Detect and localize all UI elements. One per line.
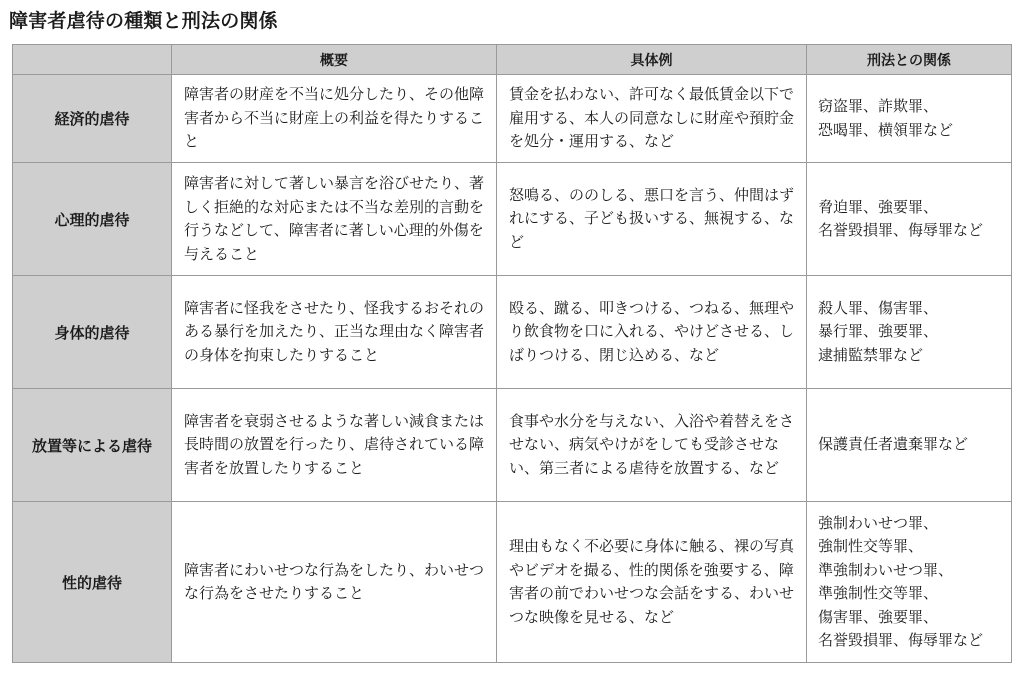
overview-cell: 障害者にわいせつな行為をしたり、わいせつな行為をさせたりすること	[172, 502, 497, 663]
abuse-table	[12, 44, 1012, 663]
law-line: 準強制性交等罪、	[818, 584, 939, 602]
row-type-physical: 身体的虐待	[13, 276, 172, 389]
header-row	[13, 45, 1012, 75]
page-title: 障害者虐待の種類と刑法の関係	[9, 10, 278, 32]
examples-cell: 理由もなく不必要に身体に触る、裸の写真やビデオを撮る、性的関係を強要する、障害者の前でわいせつな会話をする、わいせつな映像を見せる、など	[497, 502, 807, 663]
overview-cell: 障害者の財産を不当に処分したり、その他障害者から不当に財産上の利益を得たりすること	[172, 75, 497, 163]
examples-cell: 殴る、蹴る、叩きつける、つねる、無理やり飲食物を口に入れる、やけどさせる、しばりつける、閉じ込める、など	[497, 276, 807, 389]
law-line: 恐喝罪、横領罪など	[818, 120, 954, 139]
table-row	[13, 75, 1012, 163]
table-row	[13, 502, 1012, 663]
law-line: 強制性交等罪、	[818, 537, 924, 555]
law-line: 強制わいせつ罪、	[818, 513, 939, 532]
overview-cell: 障害者に対して著しい暴言を浴びせたり、著しく拒絶的な対応または不当な差別的言動を行うなどして、障害者に著しい心理的外傷を与えること	[172, 163, 497, 276]
law-cell	[807, 75, 1012, 163]
table-row	[13, 276, 1012, 389]
row-type-neglect: 放置等による虐待	[13, 389, 172, 502]
row-type-psychological: 心理的虐待	[13, 163, 172, 276]
header-criminal-law: 刑法との関係	[807, 45, 1012, 75]
examples-cell: 賃金を払わない、許可なく最低賃金以下で雇用する、本人の同意なしに財産や預貯金を処分・運用する、など	[497, 75, 807, 163]
law-cell	[807, 163, 1012, 276]
table-row	[13, 163, 1012, 276]
examples-cell: 怒鳴る、ののしる、悪口を言う、仲間はずれにする、子ども扱いする、無視する、など	[497, 163, 807, 276]
header-corner	[13, 45, 172, 75]
law-line: 準強制わいせつ罪、	[818, 560, 954, 579]
row-type-economic: 経済的虐待	[13, 75, 172, 163]
law-line: 窃盗罪、詐欺罪、	[818, 97, 939, 115]
row-type-sexual: 性的虐待	[13, 502, 172, 663]
law-cell	[807, 502, 1012, 663]
law-line: 殺人罪、傷害罪、	[818, 298, 939, 317]
law-line: 傷害罪、強要罪、	[818, 607, 939, 626]
table-row	[13, 389, 1012, 502]
law-line: 暴行罪、強要罪、	[818, 322, 939, 341]
law-cell	[807, 389, 1012, 502]
law-line: 脅迫罪、強要罪、	[818, 197, 939, 216]
overview-cell: 障害者を衰弱させるような著しい減食または長時間の放置を行ったり、虐待されている障害者を放置したりすること	[172, 389, 497, 502]
law-line: 名誉毀損罪、侮辱罪など	[818, 631, 984, 649]
examples-cell: 食事や水分を与えない、入浴や着替えをさせない、病気やけがをしても受診させない、第三者による虐待を放置する、など	[497, 389, 807, 502]
overview-cell: 障害者に怪我をさせたり、怪我するおそれのある暴行を加えたり、正当な理由なく障害者の身体を拘束したりすること	[172, 276, 497, 389]
header-examples: 具体例	[497, 45, 807, 75]
law-line: 保護責任者遺棄罪など	[818, 435, 969, 454]
law-line: 逮捕監禁罪など	[818, 345, 924, 364]
law-line: 名誉毀損罪、侮辱罪など	[818, 221, 984, 239]
law-cell	[807, 276, 1012, 389]
header-overview: 概要	[172, 45, 497, 75]
